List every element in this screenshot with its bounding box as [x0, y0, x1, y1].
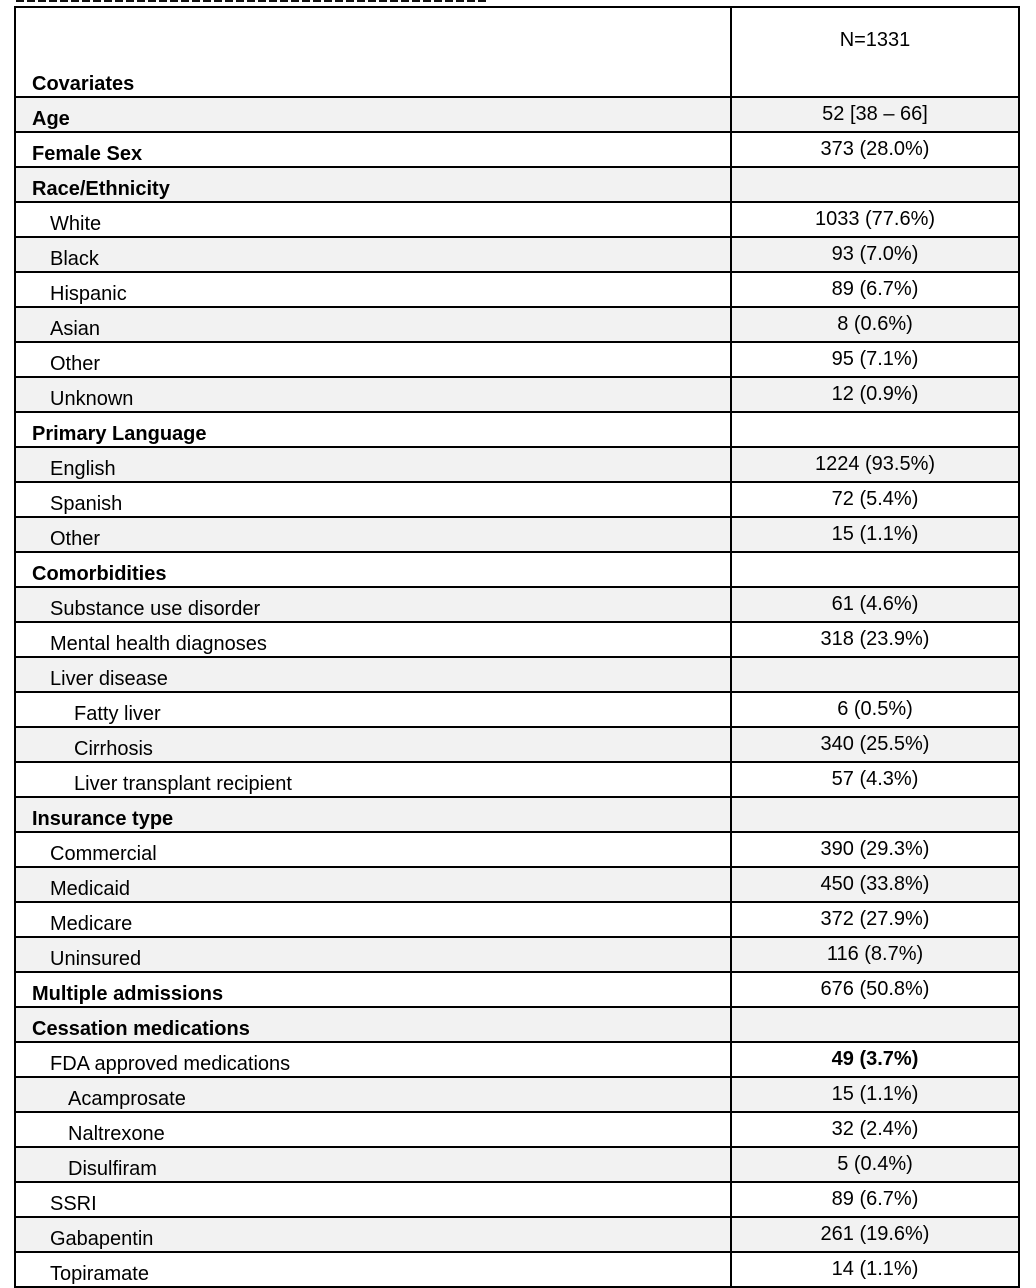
row-label: Liver disease	[15, 657, 731, 692]
row-value: 6 (0.5%)	[731, 692, 1019, 727]
row-value: 340 (25.5%)	[731, 727, 1019, 762]
table-row	[15, 1007, 1019, 1042]
table-row	[15, 1147, 1019, 1182]
row-value: 390 (29.3%)	[731, 832, 1019, 867]
row-value	[731, 167, 1019, 202]
row-value: 261 (19.6%)	[731, 1217, 1019, 1252]
row-label: Asian	[15, 307, 731, 342]
table-row	[15, 447, 1019, 482]
row-value: 89 (6.7%)	[731, 272, 1019, 307]
table-row	[15, 692, 1019, 727]
row-label: Race/Ethnicity	[15, 167, 731, 202]
row-label: Mental health diagnoses	[15, 622, 731, 657]
table-row	[15, 272, 1019, 307]
covariates-table	[14, 6, 1020, 1288]
table-row	[15, 1252, 1019, 1287]
row-value: 1033 (77.6%)	[731, 202, 1019, 237]
table-row	[15, 307, 1019, 342]
table-row	[15, 797, 1019, 832]
row-value	[731, 552, 1019, 587]
table-row	[15, 1112, 1019, 1147]
row-label: Medicaid	[15, 867, 731, 902]
row-label: Gabapentin	[15, 1217, 731, 1252]
row-label: Other	[15, 517, 731, 552]
row-value: 93 (7.0%)	[731, 237, 1019, 272]
row-label: English	[15, 447, 731, 482]
table-row	[15, 937, 1019, 972]
table-row	[15, 1217, 1019, 1252]
row-value: 8 (0.6%)	[731, 307, 1019, 342]
cropped-caption-fragment	[16, 0, 496, 4]
row-label: Spanish	[15, 482, 731, 517]
row-value: 1224 (93.5%)	[731, 447, 1019, 482]
row-value: 32 (2.4%)	[731, 1112, 1019, 1147]
row-value: 450 (33.8%)	[731, 867, 1019, 902]
table-row	[15, 832, 1019, 867]
row-value: 14 (1.1%)	[731, 1252, 1019, 1287]
row-label: Medicare	[15, 902, 731, 937]
row-value: 372 (27.9%)	[731, 902, 1019, 937]
row-value: 116 (8.7%)	[731, 937, 1019, 972]
table-row	[15, 132, 1019, 167]
row-value: 89 (6.7%)	[731, 1182, 1019, 1217]
row-label: Substance use disorder	[15, 587, 731, 622]
row-value: 676 (50.8%)	[731, 972, 1019, 1007]
row-label: Uninsured	[15, 937, 731, 972]
row-label: Black	[15, 237, 731, 272]
table-row	[15, 1042, 1019, 1077]
table-row	[15, 1182, 1019, 1217]
row-value: 12 (0.9%)	[731, 377, 1019, 412]
row-label: Disulfiram	[15, 1147, 731, 1182]
table-row	[15, 657, 1019, 692]
table-row	[15, 167, 1019, 202]
row-label: Naltrexone	[15, 1112, 731, 1147]
row-value: 52 [38 – 66]	[731, 97, 1019, 132]
table-row	[15, 1077, 1019, 1112]
row-label: Insurance type	[15, 797, 731, 832]
table-row	[15, 97, 1019, 132]
row-label: Female Sex	[15, 132, 731, 167]
table-row	[15, 762, 1019, 797]
table-row	[15, 552, 1019, 587]
row-label: Multiple admissions	[15, 972, 731, 1007]
row-value	[731, 657, 1019, 692]
row-label: Hispanic	[15, 272, 731, 307]
row-label: Unknown	[15, 377, 731, 412]
row-label: Commercial	[15, 832, 731, 867]
row-label: Topiramate	[15, 1252, 731, 1287]
row-label: Primary Language	[15, 412, 731, 447]
table-row	[15, 902, 1019, 937]
table-row	[15, 622, 1019, 657]
table-row	[15, 342, 1019, 377]
row-value	[731, 797, 1019, 832]
table-row	[15, 482, 1019, 517]
row-value: 373 (28.0%)	[731, 132, 1019, 167]
row-value: 318 (23.9%)	[731, 622, 1019, 657]
row-label: Comorbidities	[15, 552, 731, 587]
row-label: Age	[15, 97, 731, 132]
row-label: White	[15, 202, 731, 237]
row-value: 15 (1.1%)	[731, 1077, 1019, 1112]
table-row	[15, 727, 1019, 762]
row-label: Other	[15, 342, 731, 377]
table-row	[15, 377, 1019, 412]
row-value	[731, 1007, 1019, 1042]
row-value: 15 (1.1%)	[731, 517, 1019, 552]
table-row	[15, 202, 1019, 237]
row-label: SSRI	[15, 1182, 731, 1217]
row-value	[731, 412, 1019, 447]
row-value: 72 (5.4%)	[731, 482, 1019, 517]
table-row	[15, 587, 1019, 622]
row-value: 5 (0.4%)	[731, 1147, 1019, 1182]
row-value: 95 (7.1%)	[731, 342, 1019, 377]
row-label: Fatty liver	[15, 692, 731, 727]
sample-size-header: N=1331	[731, 7, 1019, 97]
row-value: 61 (4.6%)	[731, 587, 1019, 622]
row-label: Acamprosate	[15, 1077, 731, 1112]
row-label: Liver transplant recipient	[15, 762, 731, 797]
table-row	[15, 412, 1019, 447]
row-label: Cessation medications	[15, 1007, 731, 1042]
table-row	[15, 517, 1019, 552]
covariates-header: Covariates	[15, 7, 731, 97]
table-row	[15, 972, 1019, 1007]
row-value: 49 (3.7%)	[731, 1042, 1019, 1077]
row-value: 57 (4.3%)	[731, 762, 1019, 797]
row-label: Cirrhosis	[15, 727, 731, 762]
table-row	[15, 237, 1019, 272]
table-header-row	[15, 7, 1019, 97]
table-row	[15, 867, 1019, 902]
row-label: FDA approved medications	[15, 1042, 731, 1077]
